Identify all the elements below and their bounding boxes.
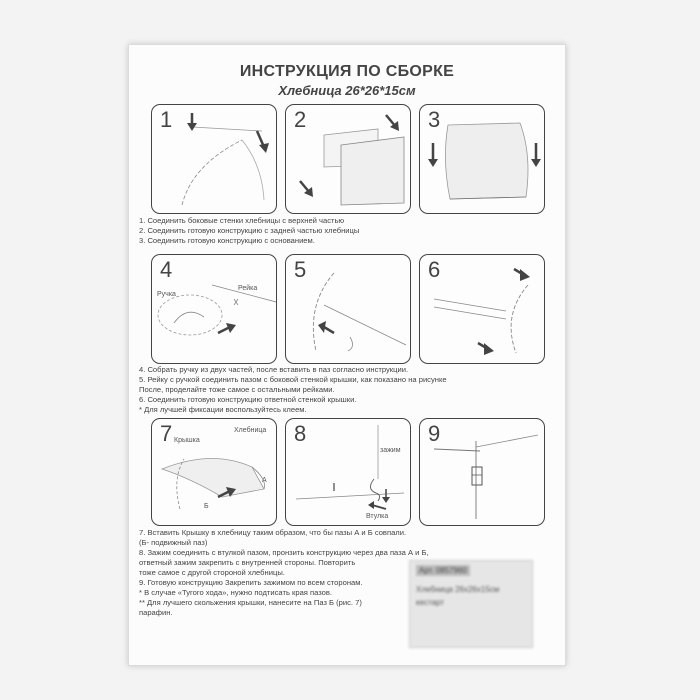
step-panel-5 xyxy=(285,254,411,364)
step-panel-6 xyxy=(419,254,545,364)
step-number: 9 xyxy=(428,421,441,446)
step-line: 9. Готовую конструкцию Закрепить зажимом по всем сторонам. xyxy=(139,578,363,587)
instruction-sheet xyxy=(128,44,566,666)
step-line: (Б- подвижный паз) xyxy=(139,538,208,547)
step-8-illustration xyxy=(286,419,410,525)
step-line: 3. Соединить готовую конструкцию с основанием. xyxy=(139,236,315,245)
step-line: После, проделайте тоже самое с остальными рейками. xyxy=(139,385,335,394)
step-line: * В случае «Тугого хода», нужно подтисать края пазов. xyxy=(139,588,333,597)
step-panel-2 xyxy=(285,104,411,214)
step-panel-4 xyxy=(151,254,277,364)
step-line: 7. Вставить Крышку в хлебницу таким образом, что бы пазы А и Б совпали. xyxy=(139,528,407,537)
steps-1-3 xyxy=(139,216,555,246)
sticker-line: Арт. 0857960 xyxy=(416,565,470,576)
slot-b-label: Б xyxy=(204,503,209,510)
instruction-subtitle: Хлебница 26*26*15см xyxy=(278,83,416,98)
step-9-illustration xyxy=(420,419,544,525)
step-line: ответный зажим закрепить с внутренней стороны. Повторить xyxy=(139,558,356,567)
step-line: парафин. xyxy=(139,608,173,617)
steps-4-6 xyxy=(139,365,555,415)
sleeve-label: Втулка xyxy=(366,513,389,520)
step-line: тоже самое с другой стороной хлебницы. xyxy=(139,568,285,577)
breadbox-label: Хлебница xyxy=(234,427,267,434)
step-1-illustration xyxy=(152,105,276,213)
step-panel-8 xyxy=(285,418,411,526)
step-panel-9 xyxy=(419,418,545,526)
step-line: 1. Соединить боковые стенки хлебницы с верхней частью xyxy=(139,216,345,225)
step-number: 2 xyxy=(294,107,307,132)
step-5-illustration xyxy=(286,255,410,363)
step-6-illustration xyxy=(420,255,544,363)
step-number: 8 xyxy=(294,421,307,446)
step-number: 3 xyxy=(428,107,441,132)
product-sticker xyxy=(409,560,533,648)
clamp-label: зажим xyxy=(380,447,401,454)
handle-label: Ручка xyxy=(157,291,176,298)
step-number: 6 xyxy=(428,257,441,282)
step-panel-1 xyxy=(151,104,277,214)
step-line: 6. Соединить готовую конструкцию ответной стенкой крышки. xyxy=(139,395,357,404)
sticker-line: Хлебница 26х26х15см xyxy=(416,585,500,594)
step-4-illustration xyxy=(152,255,276,363)
step-2-illustration xyxy=(286,105,410,213)
step-line: * Для лучшей фиксации воспользуйтесь клеем. xyxy=(139,405,307,414)
step-7-illustration xyxy=(152,419,276,525)
instruction-title: ИНСТРУКЦИЯ ПО СБОРКЕ xyxy=(239,63,455,80)
step-number: 1 xyxy=(160,107,173,132)
step-line: 8. Зажим соединить с втулкой пазом, пронзить конструкцию через два паза А и Б, xyxy=(139,548,429,557)
step-number: 4 xyxy=(160,257,173,282)
lid-label: Крышка xyxy=(174,437,200,444)
rail-label: Рейка xyxy=(238,285,258,292)
step-number: 7 xyxy=(160,421,173,446)
step-panel-3 xyxy=(419,104,545,214)
step-3-illustration xyxy=(420,105,544,213)
step-panel-7 xyxy=(151,418,277,526)
step-number: 5 xyxy=(294,257,307,282)
step-line: 5. Рейку с ручкой соединить пазом с боковой стенкой крышки, как показано на рисунке xyxy=(139,375,447,384)
slot-a-label: А xyxy=(262,477,267,484)
step-line: 4. Собрать ручку из двух частей, после вставить в паз согласно инструкции. xyxy=(139,365,409,374)
step-line: 2. Соединить готовую конструкцию с задней частью хлебницы xyxy=(139,226,360,235)
sticker-line: кестарт xyxy=(416,598,444,607)
step-line: ** Для лучшего скольжения крышки, нанесите на Паз Б (рис. 7) xyxy=(139,598,362,607)
